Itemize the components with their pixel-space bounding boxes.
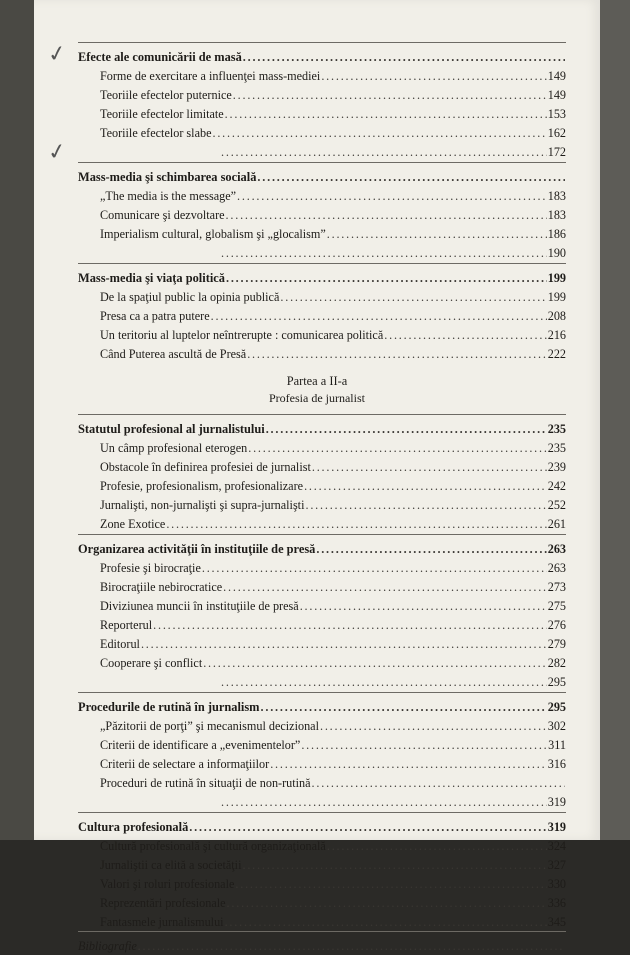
toc-item-entry [78, 937, 566, 955]
toc-page-number: 235 [547, 441, 566, 456]
toc-section-entry [78, 818, 566, 836]
leader-dots [189, 818, 546, 836]
section-divider [78, 534, 566, 535]
toc-page-number: 153 [547, 107, 566, 121]
toc-page-number: 345 [547, 914, 566, 929]
leader-dots [211, 307, 547, 325]
toc-page-number: 273 [547, 580, 566, 594]
toc-page-number: 263 [547, 542, 566, 556]
toc-item-entry [100, 307, 566, 325]
toc-item-label: Editorul [100, 637, 140, 651]
leader-dots [312, 774, 565, 792]
toc-section-title: Mass-media şi schimbarea socială [78, 169, 257, 184]
toc-page-number: 190 [547, 245, 566, 260]
leader-dots [221, 673, 547, 691]
leader-dots [203, 654, 547, 672]
toc-item-entry [100, 616, 566, 634]
leader-dots [312, 458, 547, 476]
toc-item-label: Jurnaliştii ca elită a societăţii [100, 857, 242, 872]
toc-item-entry [100, 496, 566, 514]
section-divider [78, 692, 566, 693]
part-title: Partea a II-a [286, 374, 348, 389]
section-divider [78, 812, 566, 813]
toc-page-number: 242 [547, 479, 566, 494]
toc-item-entry [100, 288, 566, 306]
toc-trailing-page [220, 673, 566, 691]
toc-item-entry [100, 124, 566, 142]
leader-dots [304, 477, 547, 495]
toc-page-number: 252 [547, 498, 566, 513]
toc-item-entry [100, 206, 566, 224]
toc-page-number: 162 [547, 126, 566, 140]
leader-dots [261, 698, 547, 716]
leader-dots [235, 875, 546, 893]
toc-page-number: 263 [547, 561, 566, 575]
toc-item-label: Forme de exercitare a influenţei mass-mediei [100, 69, 321, 83]
leader-dots [166, 515, 546, 533]
toc-section-title: Procedurile de rutină în jurnalism [78, 699, 260, 714]
toc-item-entry [100, 597, 566, 615]
pencil-mark-icon: ✓ [45, 40, 69, 69]
toc-item-label: Fantasmele jurnalismului [100, 914, 224, 929]
toc-item-label: Un câmp profesional eterogen [100, 441, 248, 456]
toc-page-number: 316 [547, 756, 566, 771]
toc-item-label: „The media is the message” [100, 188, 237, 203]
toc-page-number: 199 [547, 289, 566, 304]
leader-dots [225, 913, 547, 931]
toc-page-number: 183 [547, 188, 566, 203]
toc-page-number: 319 [547, 819, 566, 834]
toc-item-entry [100, 578, 566, 596]
leader-dots [227, 894, 547, 912]
toc-item-entry [100, 477, 566, 495]
leader-dots [266, 420, 547, 438]
leader-dots [316, 540, 546, 558]
toc-item-label: Bibliografie [78, 939, 137, 954]
leader-dots [327, 225, 547, 243]
toc-page-number: 327 [547, 857, 566, 872]
leader-dots [270, 755, 547, 773]
toc-item-label: Comunicare şi dezvoltare [100, 207, 225, 222]
section-divider [78, 931, 566, 932]
toc-item-label: Birocraţiile nebirocratice [100, 580, 223, 594]
toc-page-number: 276 [547, 618, 566, 632]
toc-page-number: 279 [547, 637, 566, 651]
page-edge-shadow [600, 0, 630, 840]
leader-dots [226, 269, 547, 287]
section-divider [78, 263, 566, 264]
toc-item-label: Teoriile efectelor slabe [100, 126, 212, 140]
pencil-mark-icon: ✓ [45, 138, 69, 167]
leader-dots [223, 578, 547, 596]
toc-page-number: 336 [547, 895, 566, 910]
toc-trailing-page [220, 793, 566, 811]
leader-dots [301, 736, 547, 754]
toc-item-entry [100, 559, 566, 577]
toc-item-label: Jurnalişti, non-jurnalişti şi supra-jurnalişti [100, 498, 305, 513]
part-subtitle: Profesia de jurnalist [269, 391, 365, 406]
toc-page-number: 208 [547, 308, 566, 323]
toc-item-label: Profesie, profesionalism, profesionalizare [100, 479, 304, 494]
toc-item-label: Reporterul [100, 618, 153, 632]
toc-section-title: Organizarea activităţii în instituţiile de presă [78, 542, 316, 556]
toc-page-number: 186 [547, 226, 566, 241]
leader-dots [243, 48, 565, 66]
toc-item-entry [100, 717, 566, 735]
toc-page-number: 302 [547, 718, 566, 733]
toc-section-title: Statutul profesional al jurnalistului [78, 422, 265, 437]
toc-item-entry [100, 326, 566, 344]
toc-page [34, 0, 600, 954]
toc-item-label: Reprezentări profesionale [100, 895, 226, 910]
toc-item-entry [100, 439, 566, 457]
toc-page-number: 149 [547, 88, 566, 102]
toc-item-entry [100, 736, 566, 754]
toc-page-number: 324 [547, 838, 566, 853]
toc-item-entry [100, 86, 566, 104]
leader-dots [153, 616, 547, 634]
toc-section-entry [78, 168, 566, 186]
toc-item-entry [100, 187, 566, 205]
leader-dots [212, 124, 546, 142]
toc-page-number: 149 [547, 69, 566, 83]
toc-item-entry [100, 774, 566, 792]
leader-dots [242, 856, 546, 874]
leader-dots [327, 837, 547, 855]
toc-item-entry [100, 67, 566, 85]
toc-item-label: Valori şi roluri profesionale [100, 876, 235, 891]
leader-dots [141, 635, 547, 653]
table-of-contents [34, 0, 600, 954]
leader-dots [202, 559, 547, 577]
toc-item-label: Când Puterea ascultă de Presă [100, 346, 247, 361]
toc-section-entry [78, 48, 566, 66]
toc-section-entry [78, 698, 566, 716]
toc-item-label: Imperialism cultural, globalism şi „glocalism” [100, 226, 326, 241]
toc-item-entry [100, 345, 566, 363]
toc-page-number: 199 [547, 270, 566, 285]
toc-page-number: 183 [547, 207, 566, 222]
leader-dots [226, 206, 547, 224]
toc-page-number: 235 [547, 422, 566, 437]
leader-dots [384, 326, 546, 344]
toc-item-label: Cooperare şi conflict [100, 656, 203, 670]
toc-page-number: 295 [547, 699, 566, 714]
leader-dots [221, 793, 547, 811]
toc-item-entry [100, 875, 566, 893]
toc-section-entry [78, 269, 566, 287]
leader-dots [257, 168, 565, 186]
toc-item-entry [100, 105, 566, 123]
leader-dots [221, 244, 547, 262]
section-divider [78, 162, 566, 163]
leader-dots [237, 187, 547, 205]
toc-item-label: „Păzitorii de porţi” şi mecanismul decizional [100, 718, 319, 733]
leader-dots [233, 86, 547, 104]
book-spine-shadow [0, 0, 34, 840]
toc-item-label: Criterii de identificare a „evenimentelor” [100, 737, 301, 752]
toc-item-entry [100, 856, 566, 874]
toc-page-number: 311 [548, 737, 566, 752]
toc-section-title: Mass-media şi viaţa politică [78, 270, 225, 285]
toc-page-number: 295 [547, 675, 566, 689]
toc-trailing-page [220, 244, 566, 262]
leader-dots [321, 67, 546, 85]
toc-item-label: Teoriile efectelor limitate [100, 107, 224, 121]
toc-item-label: Un teritoriu al luptelor neîntrerupte : comunicarea politică [100, 327, 384, 342]
toc-page-number: 216 [547, 327, 566, 342]
section-divider [78, 42, 566, 43]
leader-dots [320, 717, 547, 735]
toc-item-entry [100, 635, 566, 653]
toc-page-number: 275 [547, 599, 566, 613]
toc-item-label: Diviziunea muncii în instituţiile de presă [100, 599, 299, 613]
toc-page-number: 330 [547, 876, 566, 891]
toc-item-label: Profesie şi birocraţie [100, 561, 201, 575]
toc-item-label: Presa ca a patra putere [100, 308, 210, 323]
toc-item-label: Cultură profesională şi cultură organizaţională [100, 838, 326, 853]
toc-page-number: 222 [547, 346, 566, 361]
leader-dots [225, 105, 547, 123]
toc-item-entry [100, 894, 566, 912]
leader-dots [138, 937, 565, 955]
leader-dots [280, 288, 546, 306]
toc-item-entry [100, 654, 566, 672]
toc-item-entry [100, 515, 566, 533]
toc-item-label: Proceduri de rutină în situaţii de non-rutină [100, 775, 311, 790]
toc-item-label: Teoriile efectelor puternice [100, 88, 232, 102]
section-divider [78, 414, 566, 415]
toc-item-label: Zone Exotice [100, 517, 166, 532]
toc-section-title: Efecte ale comunicării de masă [78, 50, 242, 64]
toc-item-entry [100, 458, 566, 476]
toc-section-entry [78, 420, 566, 438]
toc-item-label: Obstacole în definirea profesiei de jurnalist [100, 460, 311, 475]
toc-page-number: 319 [547, 794, 566, 809]
leader-dots [305, 496, 546, 514]
leader-dots [221, 143, 547, 161]
leader-dots [248, 439, 547, 457]
toc-item-label: De la spaţiul public la opinia publică [100, 289, 280, 304]
toc-item-entry [100, 755, 566, 773]
toc-section-entry [78, 540, 566, 558]
toc-item-label: Criterii de selectare a informaţiilor [100, 756, 270, 771]
toc-item-entry [100, 225, 566, 243]
toc-page-number: 239 [547, 460, 566, 475]
toc-page-number: 172 [547, 145, 566, 159]
toc-page-number: 282 [547, 656, 566, 670]
leader-dots [247, 345, 547, 363]
toc-section-title: Cultura profesională [78, 819, 189, 834]
toc-item-entry [100, 837, 566, 855]
toc-page-number: 261 [547, 517, 566, 532]
leader-dots [300, 597, 547, 615]
toc-item-entry [100, 913, 566, 931]
toc-trailing-page [220, 143, 566, 161]
